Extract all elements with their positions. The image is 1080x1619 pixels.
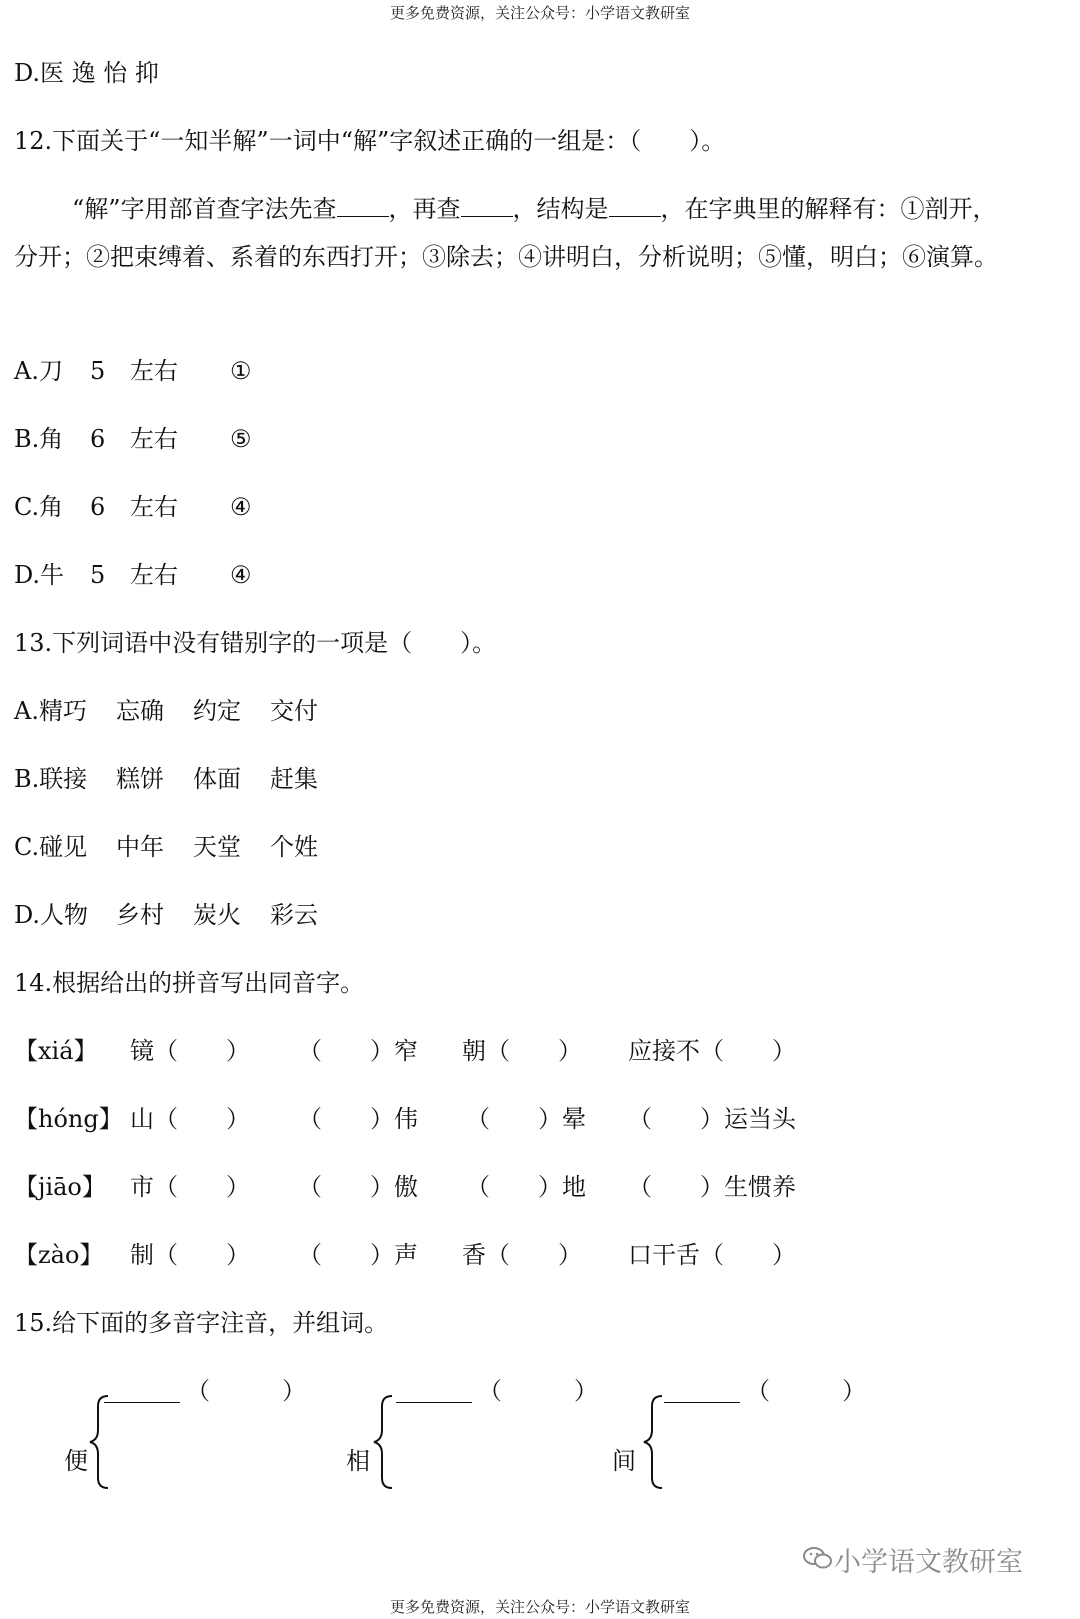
blank-2[interactable] (461, 194, 513, 217)
word-blank[interactable] (664, 1380, 740, 1403)
q13-question: 13.下列词语中没有错别字的一项是（ ）。 (14, 629, 497, 657)
fill-cell[interactable]: （ ）晕 (466, 1105, 586, 1133)
watermark: 小学语文教研室 (834, 1547, 1023, 1578)
fill-cell[interactable]: 制（ ） (130, 1241, 250, 1269)
fill-cell[interactable]: （ ）生惯养 (628, 1173, 796, 1201)
word: B.联接 (14, 765, 88, 793)
option-label: D.牛 (14, 561, 65, 589)
page-footer: 更多免费资源，关注公众号：小学语文教研室 (389, 1598, 690, 1616)
option-stroke-count: 6 (90, 425, 106, 453)
fill-cell[interactable]: 镜（ ） (130, 1037, 250, 1065)
word: 约定 (193, 697, 241, 725)
q12-option-c (14, 492, 252, 522)
fill-cell[interactable]: （ ）声 (298, 1241, 418, 1269)
fill-cell[interactable]: （ ）伟 (298, 1105, 418, 1133)
page-header: 更多免费资源，关注公众号：小学语文教研室 (389, 4, 690, 22)
word: 体面 (193, 765, 241, 793)
option-label: C.角 (14, 493, 64, 521)
brace-icon (642, 1392, 666, 1492)
pinyin-label: 【zào】 (14, 1241, 104, 1269)
pinyin-paren[interactable]: （ ） (478, 1377, 598, 1405)
q15-question: 15.给下面的多音字注音，并组词。 (14, 1309, 389, 1337)
q12-text-b: ，再查 (388, 195, 461, 223)
q13-option-c (14, 832, 318, 862)
word: 个姓 (270, 833, 318, 861)
fill-cell[interactable]: 应接不（ ） (628, 1037, 796, 1065)
polyphone-char: 间 (612, 1447, 636, 1475)
word-blank[interactable] (396, 1380, 472, 1403)
word: 中年 (116, 833, 164, 861)
blank-1[interactable] (337, 194, 389, 217)
word: 忘确 (116, 697, 164, 725)
fill-cell[interactable]: 市（ ） (130, 1173, 250, 1201)
word: A.精巧 (14, 697, 87, 725)
word: 炭火 (193, 901, 241, 929)
pinyin-paren[interactable]: （ ） (746, 1377, 866, 1405)
fill-cell[interactable]: 朝（ ） (462, 1037, 582, 1065)
option-structure: 左右 (130, 357, 178, 385)
word: 交付 (270, 697, 318, 725)
wechat-icon (803, 1545, 833, 1571)
q13-option-b (14, 764, 318, 794)
q11-option-d: D.医 逸 怡 抑 (14, 59, 159, 87)
pinyin-label: 【hóng】 (14, 1105, 123, 1133)
q13-option-a (14, 696, 318, 726)
fill-cell[interactable]: 山（ ） (130, 1105, 250, 1133)
word: 赶集 (270, 765, 318, 793)
option-stroke-count: 5 (90, 357, 106, 385)
fill-cell[interactable]: （ ）窄 (298, 1037, 418, 1065)
blank-3[interactable] (609, 194, 661, 217)
word: D.人物 (14, 901, 89, 929)
polyphone-char: 便 (64, 1447, 88, 1475)
option-structure: 左右 (130, 493, 178, 521)
option-stroke-count: 6 (90, 493, 106, 521)
q14-question: 14.根据给出的拼音写出同音字。 (14, 969, 365, 997)
fill-cell[interactable]: 香（ ） (462, 1241, 582, 1269)
word: C.碰见 (14, 833, 88, 861)
word: 乡村 (116, 901, 164, 929)
fill-cell[interactable]: （ ）傲 (298, 1173, 418, 1201)
option-label: B.角 (14, 425, 64, 453)
brace-icon (372, 1392, 396, 1492)
q12-text-a: “解”字用部首查字法先查 (72, 195, 337, 223)
q12-text-c: ，结构是 (512, 195, 609, 223)
option-structure: 左右 (130, 425, 178, 453)
pinyin-label: 【xiá】 (14, 1037, 98, 1065)
q12-option-a (14, 356, 252, 386)
pinyin-paren[interactable]: （ ） (186, 1377, 306, 1405)
option-meaning: ④ (230, 561, 252, 589)
brace-icon (88, 1392, 112, 1492)
q12-paragraph-line2: 分开；②把束缚着、系着的东西打开；③除去；④讲明白，分析说明；⑤懂，明白；⑥演算。 (14, 243, 998, 271)
option-stroke-count: 5 (90, 561, 106, 589)
option-meaning: ① (230, 357, 252, 385)
q12-question: 12.下面关于“一知半解”一词中“解”字叙述正确的一组是：（ ）。 (14, 127, 726, 155)
option-structure: 左右 (130, 561, 178, 589)
q12-text-d: ，在字典里的解释有：①剖开， (660, 195, 997, 223)
option-meaning: ⑤ (230, 425, 252, 453)
word: 天堂 (193, 833, 241, 861)
word: 糕饼 (116, 765, 164, 793)
q12-option-b (14, 424, 252, 454)
word: 彩云 (270, 901, 318, 929)
fill-cell[interactable]: （ ）运当头 (628, 1105, 796, 1133)
pinyin-label: 【jiāo】 (14, 1173, 106, 1201)
option-meaning: ④ (230, 493, 252, 521)
polyphone-char: 相 (346, 1447, 370, 1475)
word-blank[interactable] (104, 1380, 180, 1403)
q13-option-d (14, 900, 318, 930)
fill-cell[interactable]: （ ）地 (466, 1173, 586, 1201)
q12-paragraph-line1 (72, 194, 997, 224)
fill-cell[interactable]: 口干舌（ ） (628, 1241, 796, 1269)
option-label: A.刀 (14, 357, 63, 385)
q12-option-d (14, 560, 252, 590)
